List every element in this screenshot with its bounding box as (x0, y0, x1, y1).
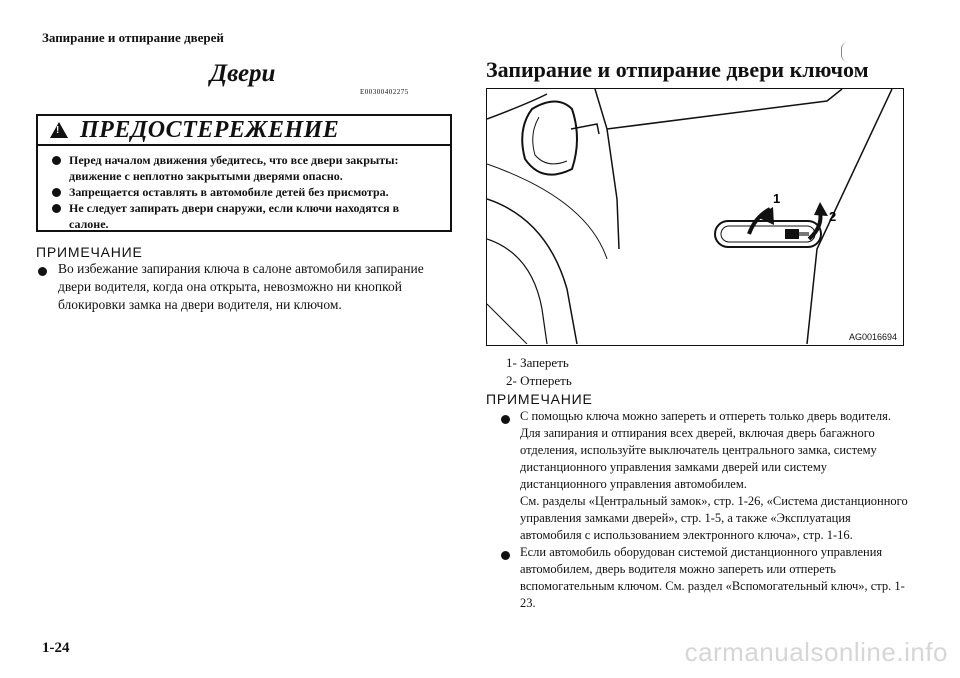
note-label-right: ПРИМЕЧАНИЕ (486, 391, 593, 407)
note-list-right (520, 408, 910, 612)
bullet-icon (501, 415, 510, 424)
warning-item: Запрещается оставлять в автомобиле детей без присмотра. (52, 184, 440, 200)
figure-legend (506, 354, 572, 390)
note-item-right: Если автомобиль оборудован системой дистанционного управления автомобилем, дверь водителя можно запереть или отпереть вспомогательным ключом. См. раздел «Вспомогательный ключ», стр. 1-23. (520, 544, 910, 612)
bullet-icon (52, 156, 61, 165)
figure-code: AG0016694 (848, 332, 897, 342)
document-code: E00300402275 (360, 88, 409, 96)
warning-item: Не следует запирать двери снаружи, если ключи находятся в салоне. (52, 200, 440, 232)
note-item-left: Во избежание запирания ключа в салоне автомобиля запирание двери водителя, когда она открыта, невозможно ни кнопкой блокировки замка на двери водителя, ни ключом. (58, 260, 458, 314)
bullet-icon (501, 551, 510, 560)
bullet-icon (52, 204, 61, 213)
bullet-icon (52, 188, 61, 197)
section-title-key: Запирание и отпирание двери ключом (486, 57, 869, 82)
page-title-doors: Двери (210, 60, 276, 87)
section-header: Запирание и отпирание дверей (42, 30, 224, 45)
scan-mark (841, 42, 848, 62)
note-label-left: ПРИМЕЧАНИЕ (36, 244, 143, 260)
door-lock-diagram (487, 89, 902, 344)
legend-item-lock: 1- Запереть (506, 355, 569, 370)
warning-list (38, 146, 450, 232)
callout-2: 2 (829, 209, 837, 224)
legend-item-unlock: 2- Отпереть (506, 373, 572, 388)
warning-title: ПРЕДОСТЕРЕЖЕНИЕ (80, 116, 340, 143)
warning-triangle-icon (50, 122, 68, 138)
callout-1: 1 (773, 191, 781, 206)
page-number: 1-24 (42, 640, 70, 656)
warning-box (36, 114, 452, 232)
door-handle-illustration (486, 88, 904, 346)
bullet-icon (38, 267, 47, 276)
warning-item: Перед началом движения убедитесь, что все двери закрыты: движение с неплотно закрытыми дверями опасно. (52, 152, 440, 184)
warning-header (38, 116, 450, 146)
note-item-right: С помощью ключа можно запереть и отпереть только дверь водителя. Для запирания и отпирания всех дверей, включая дверь багажного отделения, используйте выключатель центрального замка, систему дистанционного управления замками дверей или систему дистанционного управления автомобилем. См. разделы «Центральный замок», стр. 1-26, «Система дистанционного управления замками дверей», стр. 1-5, а также «Эксплуатация автомобиля с использованием электронного ключа», стр. 1-16. (520, 408, 910, 544)
watermark: carmanualsonline.info (684, 637, 948, 667)
